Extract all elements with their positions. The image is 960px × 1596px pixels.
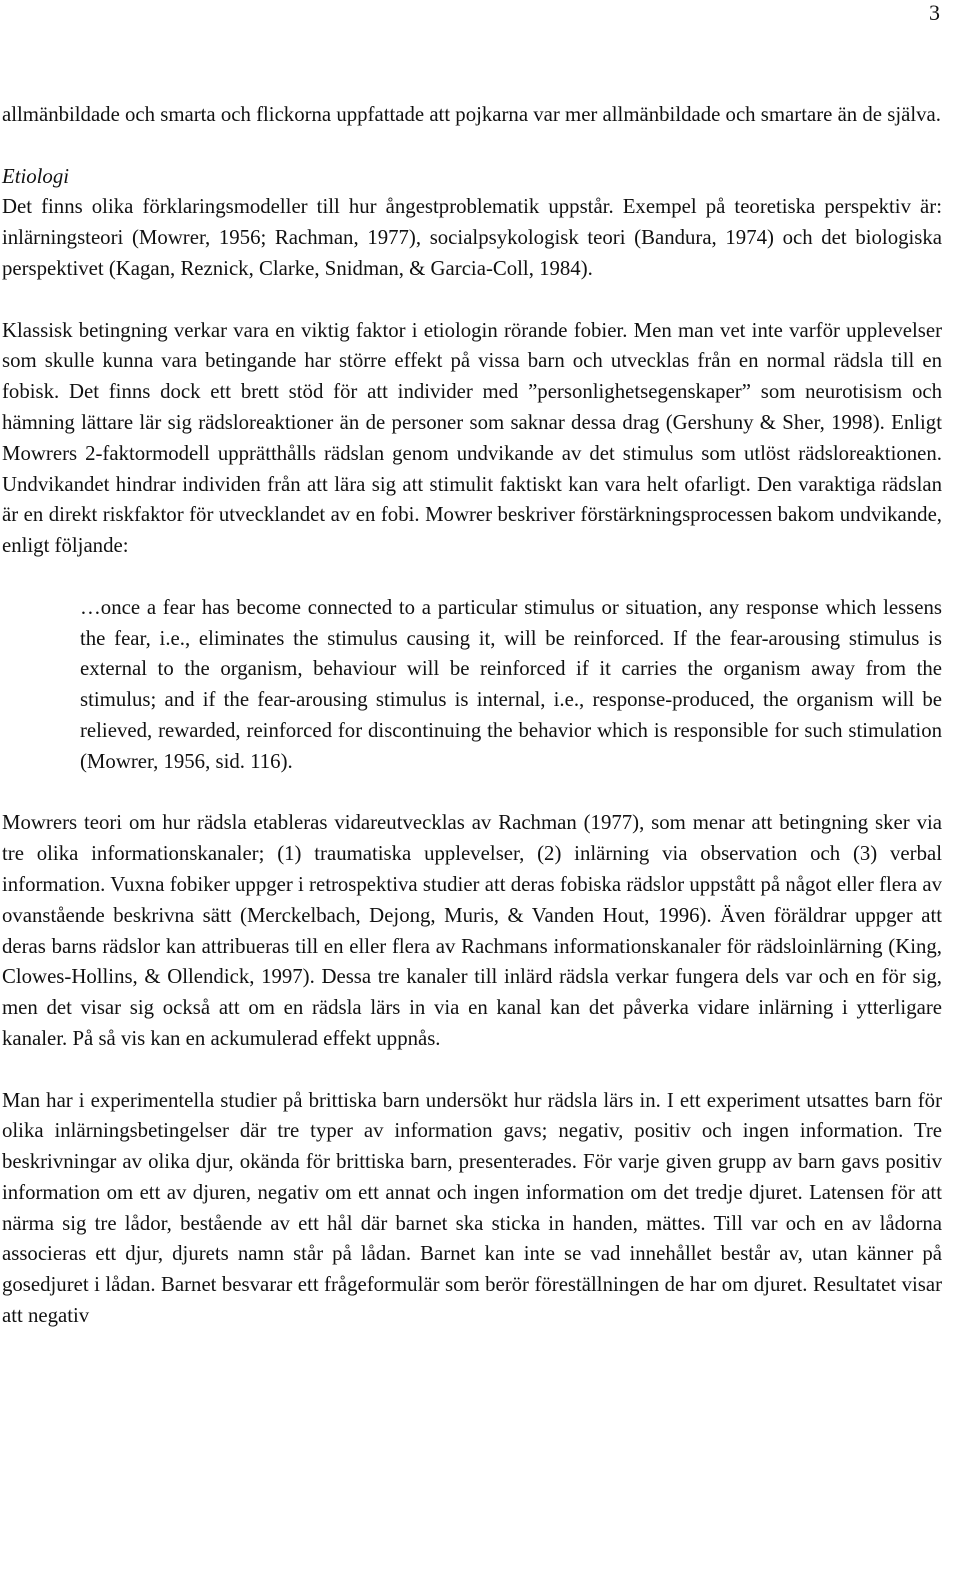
paragraph-klassisk-betingning: Klassisk betingning verkar vara en viktig faktor i etiologin rörande fobier. Men man vet inte varför upplevelser som skulle kunna vara betingande har större effekt på vissa barn och utvecklas från en normal rädsla till en fobisk. Det finns dock ett brett stöd för att individer med ”personlighetsegenskaper” som neurotisism och hämning lättare lär sig rädsloreaktioner än de personer som saknar dessa drag (Gershuny & Sher, 1998). Enligt Mowrers 2-faktormodell upprätthålls rädslan genom undvikande av det stimulus som utlöst rädsloreaktionen. Undvikandet hindrar individen från att lära sig att stimulit faktiskt kan vara helt ofarligt. Den varaktiga rädslan är en direkt riskfaktor för utvecklandet av en fobi. Mowrer beskriver förstärkningsprocessen bakom undvikande, enligt följande: <box>2 318 942 558</box>
section-heading-etiologi: Etiologi <box>2 164 70 188</box>
paragraph-rachman: Mowrers teori om hur rädsla etableras vidareutvecklas av Rachman (1977), som menar att betingning sker via tre olika informationskanaler; (1) traumatiska upplevelser, (2) inlärning via observation och (3) verbal information. Vuxna fobiker uppger i retrospektiva studier att deras fobiska rädslor uppstått på något eller flera av ovanstående beskrivna sätt (Merckelbach, Dejong, Muris, & Vanden Hout, 1996). Även föräldrar uppger att deras barns rädslor kan attribueras till en eller flera av Rachmans informationskanaler för rädsloinlärning (King, Clowes-Hollins, & Ollendick, 1997). Dessa tre kanaler till inlärd rädsla verkar fungera dels var och en för sig, men det visar sig också att om en rädsla lärs in via en kanal kan det påverka vidare inlärning i ytterligare kanaler. På så vis kan en ackumulerad effekt uppnås. <box>2 811 942 1050</box>
block-quote-mowrer: …once a fear has become connected to a particular stimulus or situation, any response which lessens the fear, i.e., eliminates the stimulus causing it, will be reinforced. If the fear-arousing stimulus is external to the organism, behaviour will be reinforced if it carries the organism away from the stimulus; and if the fear-arousing stimulus is internal, i.e., response-produced, the organism will be relieved, rewarded, reinforced for discontinuing the behavior which is responsible for such stimulation (Mowrer, 1956, sid. 116). <box>80 595 942 773</box>
paragraph-intro-continued: allmänbildade och smarta och flickorna uppfattade att pojkarna var mer allmänbildade och smartare än de själva. <box>2 103 941 126</box>
section-etiologi <box>2 162 942 285</box>
paragraph-etiologi: Det finns olika förklaringsmodeller till hur ångestproblematik uppstår. Exempel på teoretiska perspektiv är: inlärningsteori (Mowrer, 1956; Rachman, 1977), socialpsykologisk teori (Bandura, 1974) och det biologiska perspektivet (Kagan, Reznick, Clarke, Snidman, & Garcia-Coll, 1984). <box>2 195 942 280</box>
page-body <box>2 100 942 1332</box>
page-number: 3 <box>929 0 940 25</box>
paragraph-experiment: Man har i experimentella studier på brittiska barn undersökt hur rädsla lärs in. I ett experiment utsattes barn för olika inlärningsbetingelser där tre typer av information gavs; negativ, positiv och ingen information. Tre beskrivningar av olika djur, okända för brittiska barn, presenterades. För varje given grupp av barn gavs positiv information om ett av djuren, negativ om ett annat och ingen information om det tredje djuret. Latensen för att närma sig tre lådor, bestående av ett hål där barnet ska sticka in handen, mättes. Till var och en av lådorna associeras ett djur, djurets namn står på lådan. Barnet kan inte se vad innehållet består av, utan känner på gosedjuret i lådan. Barnet besvarar ett frågeformulär som berör föreställningen de har om djuret. Resultatet visar att negativ <box>2 1088 942 1328</box>
